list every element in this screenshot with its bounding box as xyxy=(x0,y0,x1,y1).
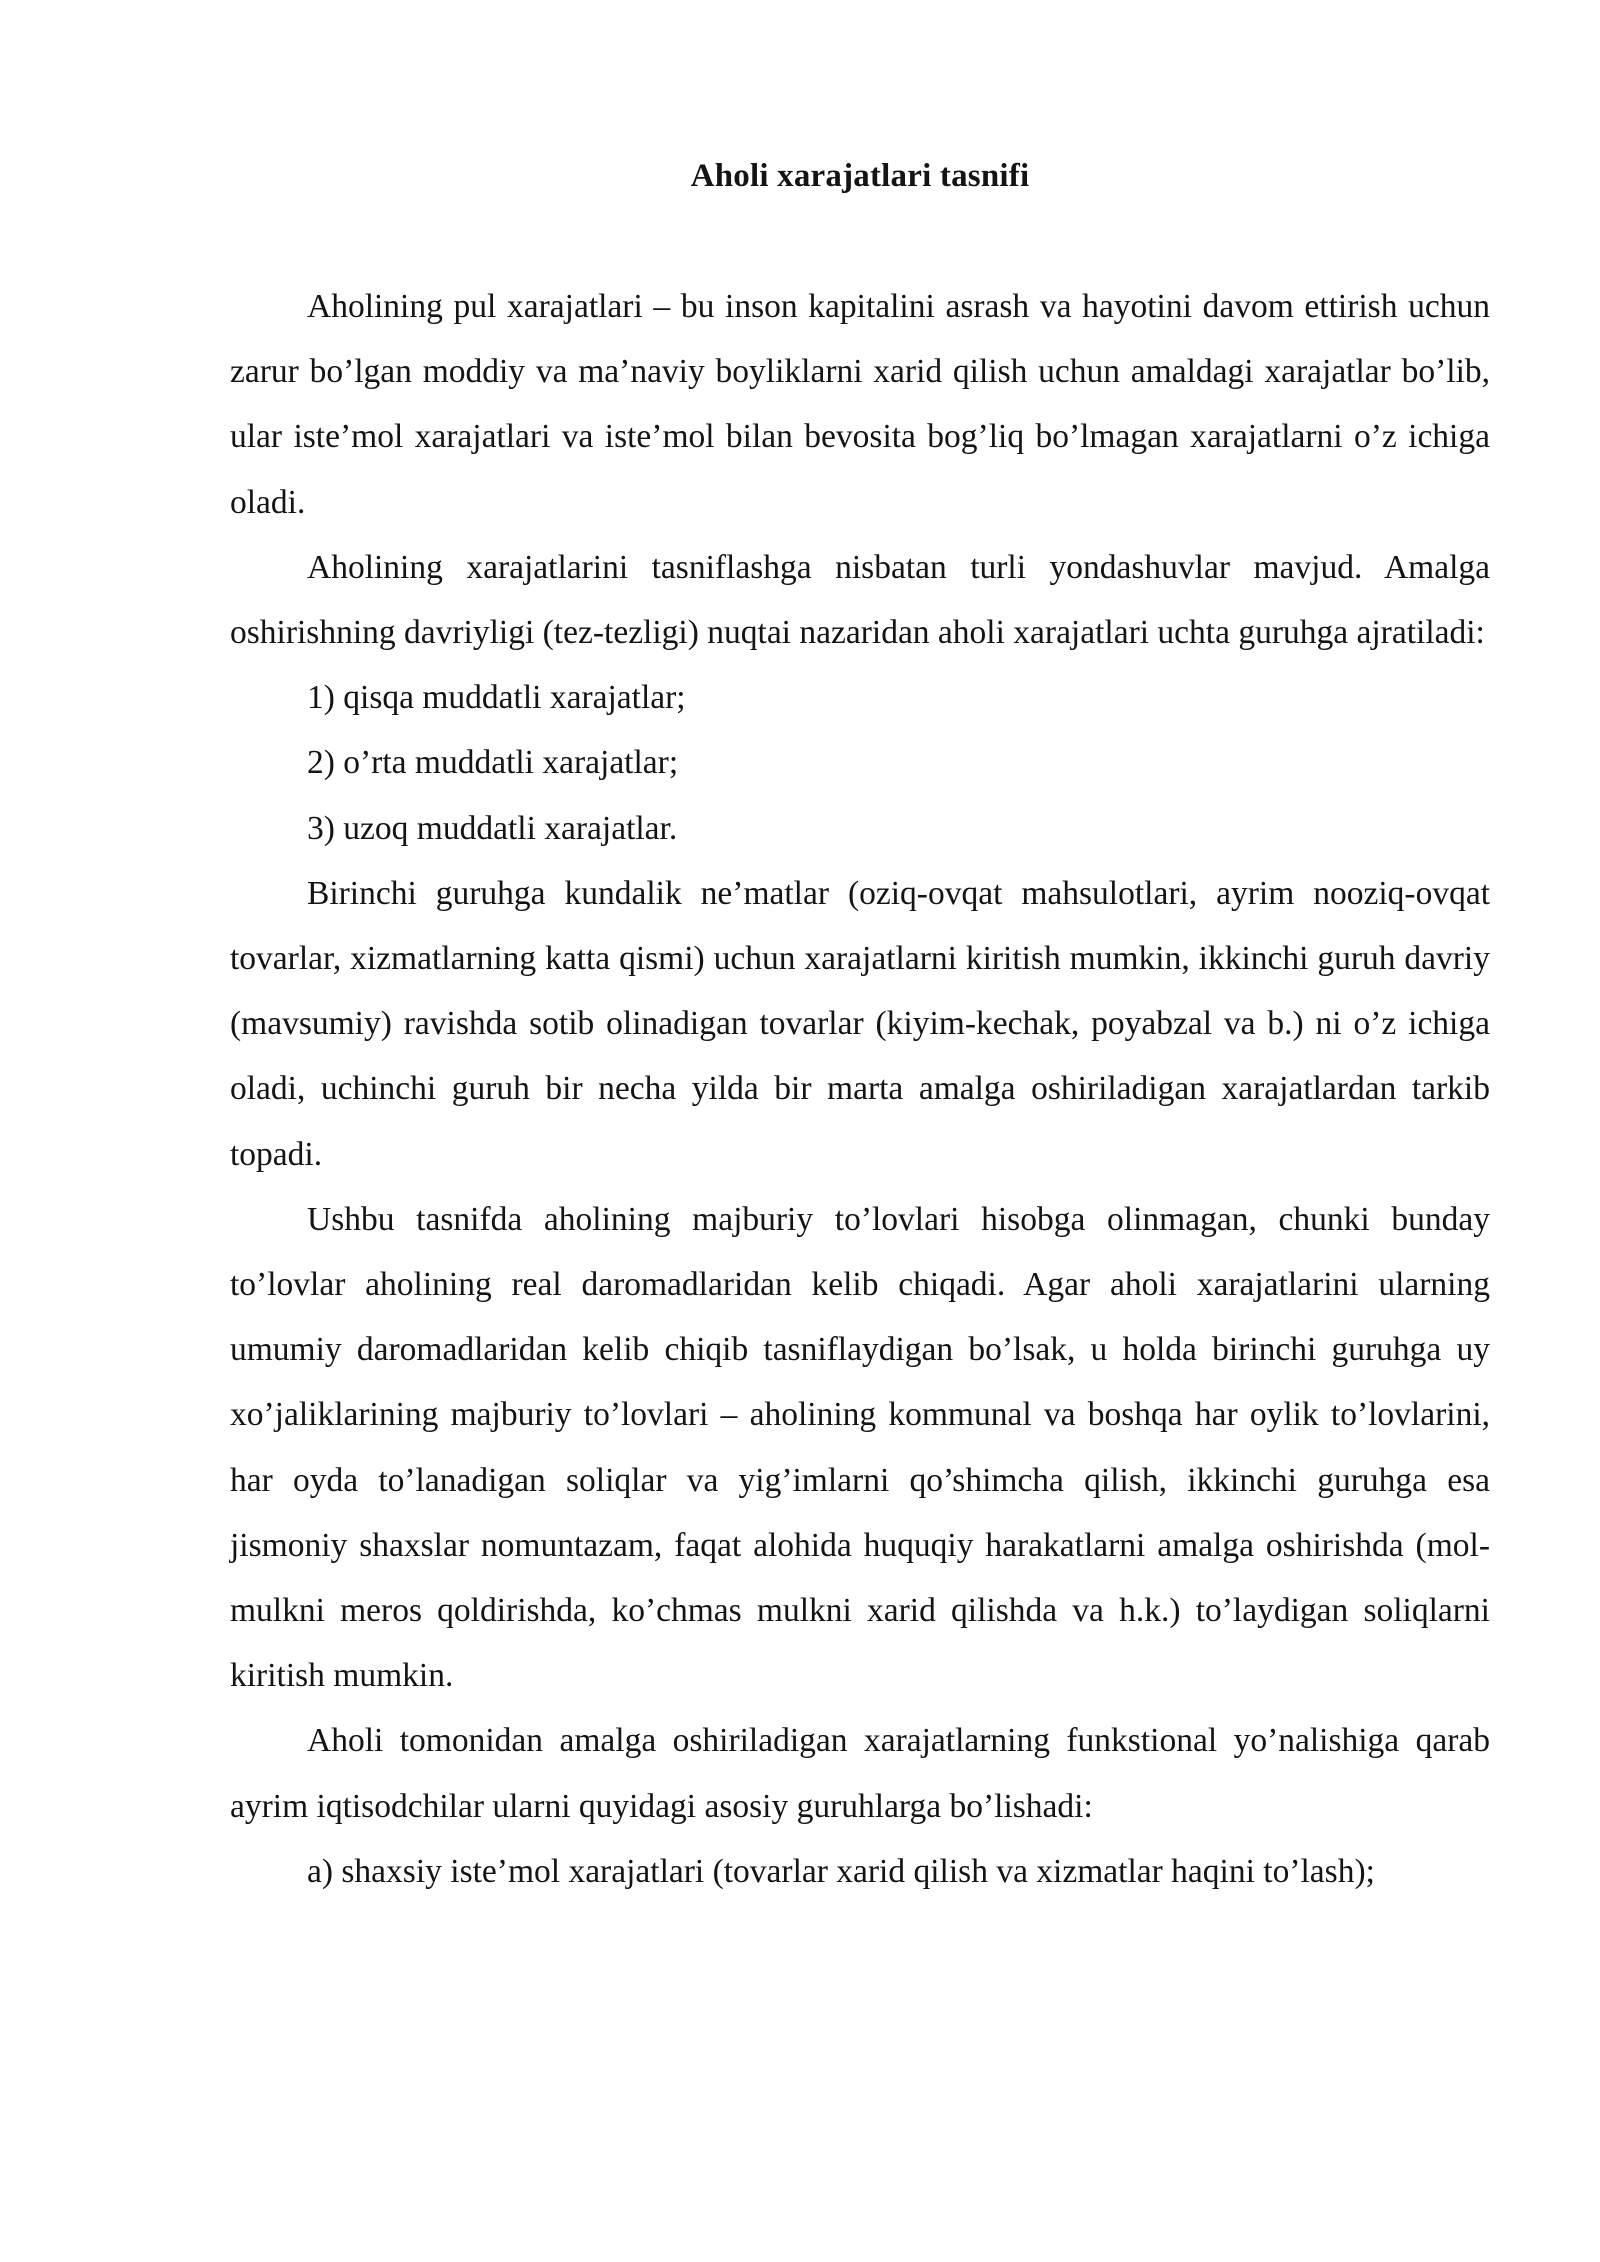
document-body xyxy=(230,148,1490,1904)
paragraph-approaches: Aholining xarajatlarini tasniflashga nisbatan turli yondashuvlar mavjud. Amalga oshirishning davriyligi (tez-tezligi) nuqtai nazaridan aholi xarajatlari uchta guruhga ajratiladi: xyxy=(230,548,1490,652)
paragraph-definition: Aholining pul xarajatlari – bu inson kapitalini asrash va hayotini davom ettirish uchun zarur bo’lgan moddiy va ma’naviy boyliklarni xarid qilish uchun amaldagi xarajatlar bo’lib, ular iste’mol xarajatlari va iste’mol bilan bevosita bog’liq bo’lmagan xarajatlarni o’z ichiga oladi. xyxy=(230,288,1490,521)
list-item-long-term: 3) uzoq muddatli xarajatlar. xyxy=(307,809,678,847)
document-title: Aholi xarajatlari tasnifi xyxy=(690,158,1030,194)
list-item-medium-term: 2) o’rta muddatli xarajatlar; xyxy=(307,744,679,782)
paragraph-mandatory-payments: Ushbu tasnifda aholining majburiy to’lovlari hisobga olinmagan, chunki bunday to’lovlar aholining real daromadlaridan kelib chiqadi. Agar aholi xarajatlarini ularning umumiy daromadlaridan kelib chiqib tasniflaydigan bo’lsak, u holda birinchi guruhga uy xo’jaliklarining majburiy to’lovlari – aholining kommunal va boshqa har oylik to’lovlarini, har oyda to’lanadigan soliqlar va yig’imlarni qo’shimcha qilish, ikkinchi guruhga esa jismoniy shaxslar nomuntazam, faqat alohida huquqiy harakatlarni amalga oshirishda (mol-mulkni meros qoldirishda, ko’chmas mulkni xarid qilishda va h.k.) to’laydigan soliqlarni kiritish mumkin. xyxy=(230,1200,1490,1695)
list-item-short-term: 1) qisqa muddatli xarajatlar; xyxy=(307,679,686,717)
paragraph-functional-direction: Aholi tomonidan amalga oshiriladigan xarajatlarning funkstional yo’nalishiga qarab ayrim iqtisodchilar ularni quyidagi asosiy guruhlarga bo’lishadi: xyxy=(230,1722,1490,1825)
paragraph-personal-consumption: a) shaxsiy iste’mol xarajatlari (tovarlar xarid qilish va xizmatlar haqini to’lash); xyxy=(307,1852,1375,1890)
paragraph-groups-description: Birinchi guruhga kundalik ne’matlar (oziq-ovqat mahsulotlari, ayrim nooziq-ovqat tovarlar, xizmatlarning katta qismi) uchun xarajatlarni kiritish mumkin, ikkinchi guruh davriy (mavsumiy) ravishda sotib olinadigan tovarlar (kiyim-kechak, poyabzal va b.) ni o’z ichiga oladi, uchinchi guruh bir necha yilda bir marta amalga oshiriladigan xarajatlardan tarkib topadi. xyxy=(230,874,1490,1173)
